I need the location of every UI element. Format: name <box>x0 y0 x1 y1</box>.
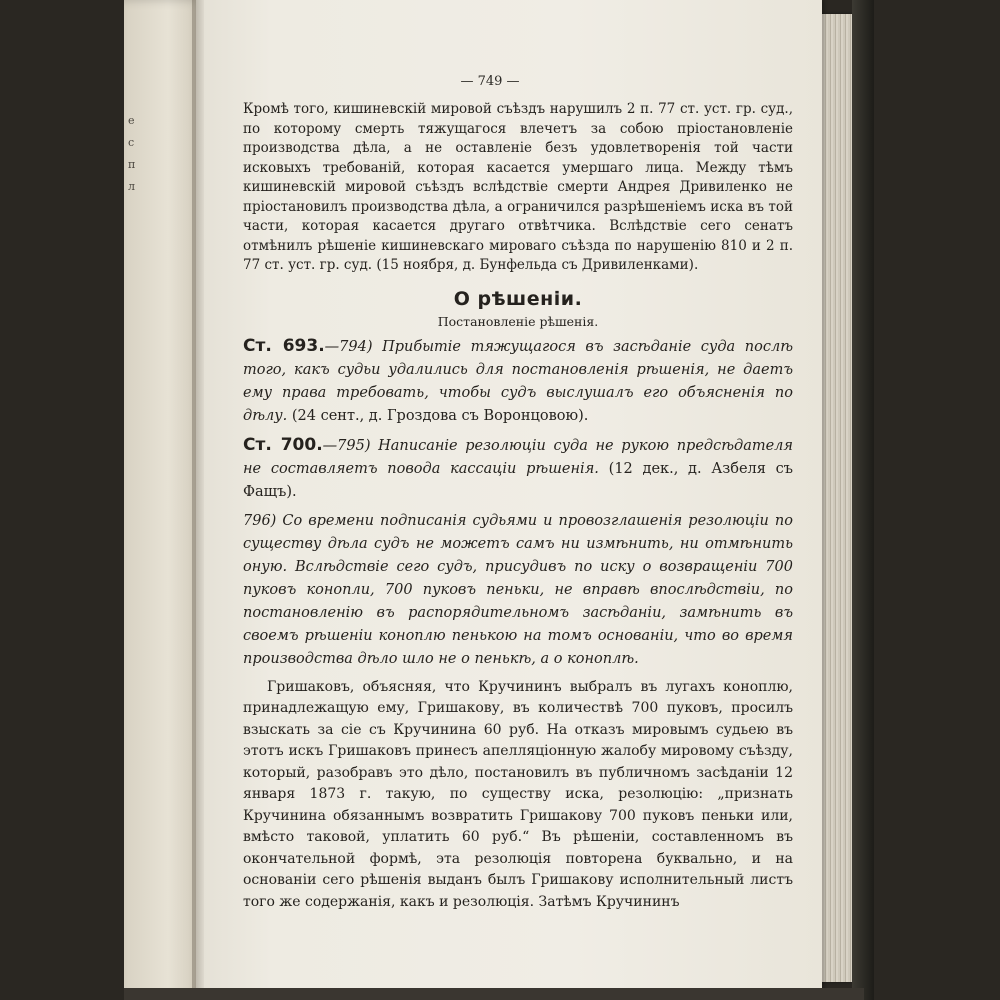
paragraph-case-facts: Гришаковъ, объясняя, что Кручининъ выбралъ въ лугахъ коноплю, принадлежащую ему, Гришакову, въ количествѣ 700 пуковъ, просилъ взыскать за сіе съ Кручинина 60 руб. На отказъ мировымъ судьею въ этотъ искъ Гришаковъ принесъ апелляціонную жалобу мировому съѣзду, который, разобравъ это дѣло, постановилъ въ публичномъ засѣданіи 12 января 1873 г. такую, по существу иска, резолюцію: „признать Кручинина обязаннымъ возвратить Гришакову 700 пуковъ пеньки или, вмѣсто таковой, уплатить 60 руб.“ Въ рѣшеніи, составленномъ въ окончательной формѣ, эта резолюція повторена буквально, и на основаніи сего рѣшенія выданъ былъ Гришакову исполнительный листъ того же содержанія, какъ и резолюція. Затѣмъ Кручининъ <box>243 678 793 910</box>
article-693-text: Прибытіе тяжущагося въ засѣданіе суда послѣ того, какъ судьи удалились для постановленія рѣшенія, не даетъ ему права требовать, чтобы судъ выслушалъ его объясненія по дѣлу. <box>243 338 793 424</box>
page-edges <box>818 14 856 982</box>
article-700-number: Ст. 700. <box>243 434 323 455</box>
article-693-ref: —794) <box>324 338 373 355</box>
paragraph-796: 796) Со времени подписанія судьями и провозглашенія резолюціи по существу дѣла судъ не можетъ самъ ни измѣнить, ни отмѣнить оную. Вслѣдствіе сего судъ, присудивъ по иску о возвращеніи 700 пуковъ конопли, 700 пуковъ пеньки, не вправѣ впослѣдствіи, по постановленію въ распорядительномъ засѣданіи, замѣнить въ своемъ рѣшеніи коноплю пенькою на томъ основаніи, что во время производства дѣло шло не о пенькѣ, а о коноплѣ. <box>243 512 793 667</box>
paragraph-continuation: Кромѣ того, кишиневскій мировой съѣздъ нарушилъ 2 п. 77 ст. уст. гр. суд., по которому смерть тяжущагося влечетъ за собою пріостановленіе производства дѣла, а не оставленіе безъ удовлетворенія той части исковыхъ требованій, которая касается умершаго лица. Между тѣмъ кишиневскій мировой съѣздъ вслѣдствіе смерти Андрея Дривиленко не пріостановилъ производства дѣла, а ограничился разрѣшеніемъ иска въ той части, которая касается другаго отвѣтчика. Вслѣдствіе сего сенатъ отмѣнилъ рѣшеніе кишиневскаго мироваго съѣзда по нарушенію 810 и 2 п. 77 ст. уст. гр. суд. (15 ноября, д. Бунфельда съ Дривиленками). <box>243 101 793 273</box>
page-text <box>243 100 793 913</box>
article-693-number: Ст. 693. <box>243 335 325 356</box>
article-700-text: Написаніе резолюціи суда не рукою предсѣдателя не составляетъ повода кассаціи рѣшенія. <box>243 437 793 477</box>
book-base <box>124 988 864 1000</box>
article-700 <box>243 434 793 504</box>
article-693 <box>243 335 793 428</box>
article-700-citation: (12 дек., д. Азбеля съ Фащъ). <box>243 460 793 500</box>
book-cover-edge <box>852 0 874 1000</box>
left-page-margin-text: е с п л <box>128 114 136 193</box>
section-title: О рѣшеніи. <box>453 287 583 310</box>
page-number: — 749 — <box>460 74 520 89</box>
article-700-ref: —795) <box>322 437 371 454</box>
article-693-citation: (24 сент., д. Гроздова съ Воронцовою). <box>291 407 589 424</box>
book-gutter <box>192 0 204 1000</box>
subsection-title: Постановленіе рѣшенія. <box>437 313 599 329</box>
